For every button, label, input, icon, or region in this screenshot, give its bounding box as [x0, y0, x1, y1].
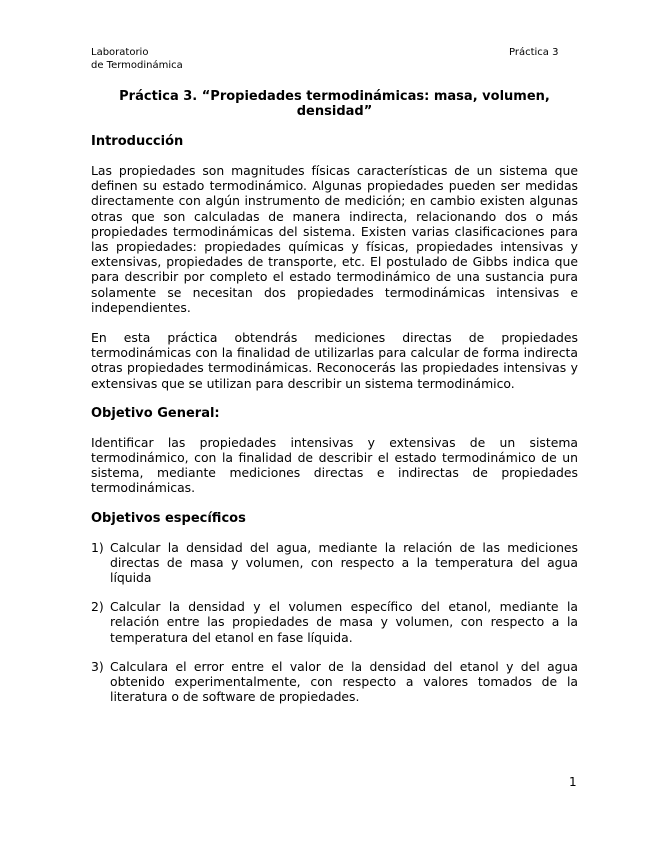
page-number: 1	[569, 775, 577, 789]
header-left	[91, 46, 183, 72]
header-lab-line1: Laboratorio	[91, 47, 149, 58]
document-body	[91, 89, 578, 718]
page-title: Práctica 3. “Propiedades termodinámicas: masa, volumen, densidad”	[119, 89, 550, 119]
list-item-number: 1)	[91, 539, 104, 555]
list-item-text: Calcular la densidad y el volumen específico del etanol, mediante la relación entre las propiedades de masa y volumen, con respecto a la temperatura del etanol en fase líquida.	[110, 599, 578, 645]
header-lab-line2: de Termodinámica	[91, 60, 183, 71]
list-item	[91, 540, 578, 586]
introduction-paragraph: Las propiedades son magnitudes físicas características de un sistema que definen su estado termodinámico. Algunas propiedades pueden ser medidas directamente con algún instrumento de medición; en cambio existen algunas otras que son calculadas de manera indirecta, relacionando dos o más propiedades termodinámicas del sistema. Existen varias clasificaciones para las propiedades: propiedades químicas y físicas, propiedades intensivas y extensivas, propiedades de transporte, etc. El postulado de Gibbs indica que para describir por completo el estado termodinámico de una sustancia pura solamente se necesitan dos propiedades termodinámicas intensivas e independientes.	[91, 163, 578, 315]
introduction-paragraph: En esta práctica obtendrás mediciones directas de propiedades termodinámicas con la finalidad de utilizarlas para calcular de forma indirecta otras propiedades termodinámicas. Reconocerás las propiedades intensivas y extensivas que se utilizan para describir un sistema termodinámico.	[91, 330, 578, 391]
list-item	[91, 599, 578, 645]
list-item-text: Calcular la densidad del agua, mediante la relación de las mediciones directas de masa y volumen, con respecto a la temperatura del agua líquida	[110, 539, 578, 586]
list-item	[91, 659, 578, 705]
specific-objectives-list	[91, 540, 578, 705]
specific-objectives-heading: Objetivos específicos	[91, 510, 246, 526]
list-item-number: 2)	[91, 599, 104, 615]
header-practice-number: Práctica 3	[509, 47, 559, 58]
general-objective-heading: Objetivo General:	[91, 405, 220, 421]
list-item-text: Calculara el error entre el valor de la densidad del etanol y del agua obtenido experimentalmente, con respecto a valores tomados de la literatura o de software de propiedades.	[110, 658, 578, 705]
introduction-heading: Introducción	[91, 134, 184, 149]
list-item-number: 3)	[91, 658, 104, 674]
general-objective-text: Identificar las propiedades intensivas y extensivas de un sistema termodinámico, con la finalidad de describir el estado termodinámico de un sistema, mediante mediciones directas e indirectas de propiedades termodinámicas.	[91, 434, 578, 496]
